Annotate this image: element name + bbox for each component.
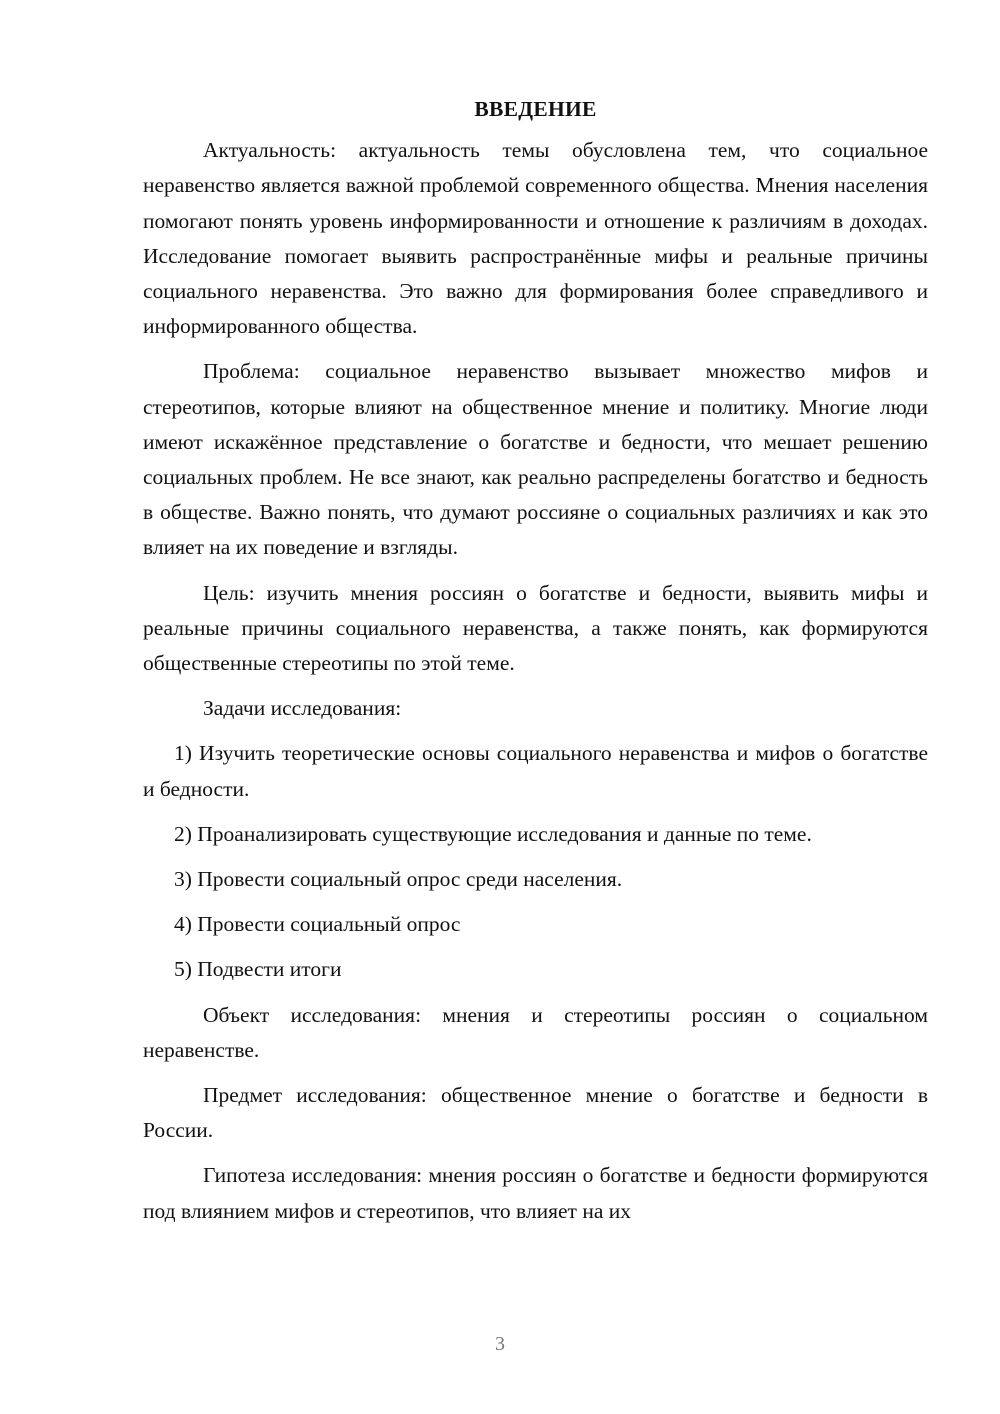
task-item-4: 4) Провести социальный опрос [174,912,461,937]
task-item-2: 2) Проанализировать существующие исследования и данные по теме. [174,821,812,846]
page-number: 3 [495,1333,505,1355]
task-item-3: 3) Провести социальный опрос среди населения. [174,867,623,892]
paragraph-problem: Проблема: социальное неравенство вызывает множество мифов и стереотипов, которые влияют на общественное мнение и политику. Многие люди имеют искажённое представление о богатстве и бедности, что мешает решению социальных проблем. Не все знают, как реально распределены богатство и бедность в обществе. Важно понять, что думают россияне о социальных различиях и как это влияет на их поведение и взгляды. [143,359,928,560]
document-body [143,92,928,1239]
paragraph-relevance: Актуальность: актуальность темы обусловлена тем, что социальное неравенство является важной проблемой современного общества. Мнения населения помогают понять уровень информированности и отношение к различиям в доходах. Исследование помогает выявить распространённые мифы и реальные причины социального неравенства. Это важно для формирования более справедливого и информированного общества. [143,138,928,339]
paragraph-hypothesis: Гипотеза исследования: мнения россиян о богатстве и бедности формируются под влиянием мифов и стереотипов, что влияет на их [143,1163,928,1223]
section-heading: ВВЕДЕНИЕ [474,97,597,121]
paragraph-subject: Предмет исследования: общественное мнение о богатстве и бедности в России. [143,1083,928,1143]
task-item-5: 5) Подвести итоги [174,957,342,982]
task-item-1: 1) Изучить теоретические основы социального неравенства и мифов о богатстве и бедности. [143,741,928,801]
paragraph-object: Объект исследования: мнения и стереотипы россиян о социальном неравенстве. [143,1002,928,1062]
paragraph-tasks-intro: Задачи исследования: [203,696,402,721]
paragraph-goal: Цель: изучить мнения россиян о богатстве и бедности, выявить мифы и реальные причины социального неравенства, а также понять, как формируются общественные стереотипы по этой теме. [143,580,928,676]
